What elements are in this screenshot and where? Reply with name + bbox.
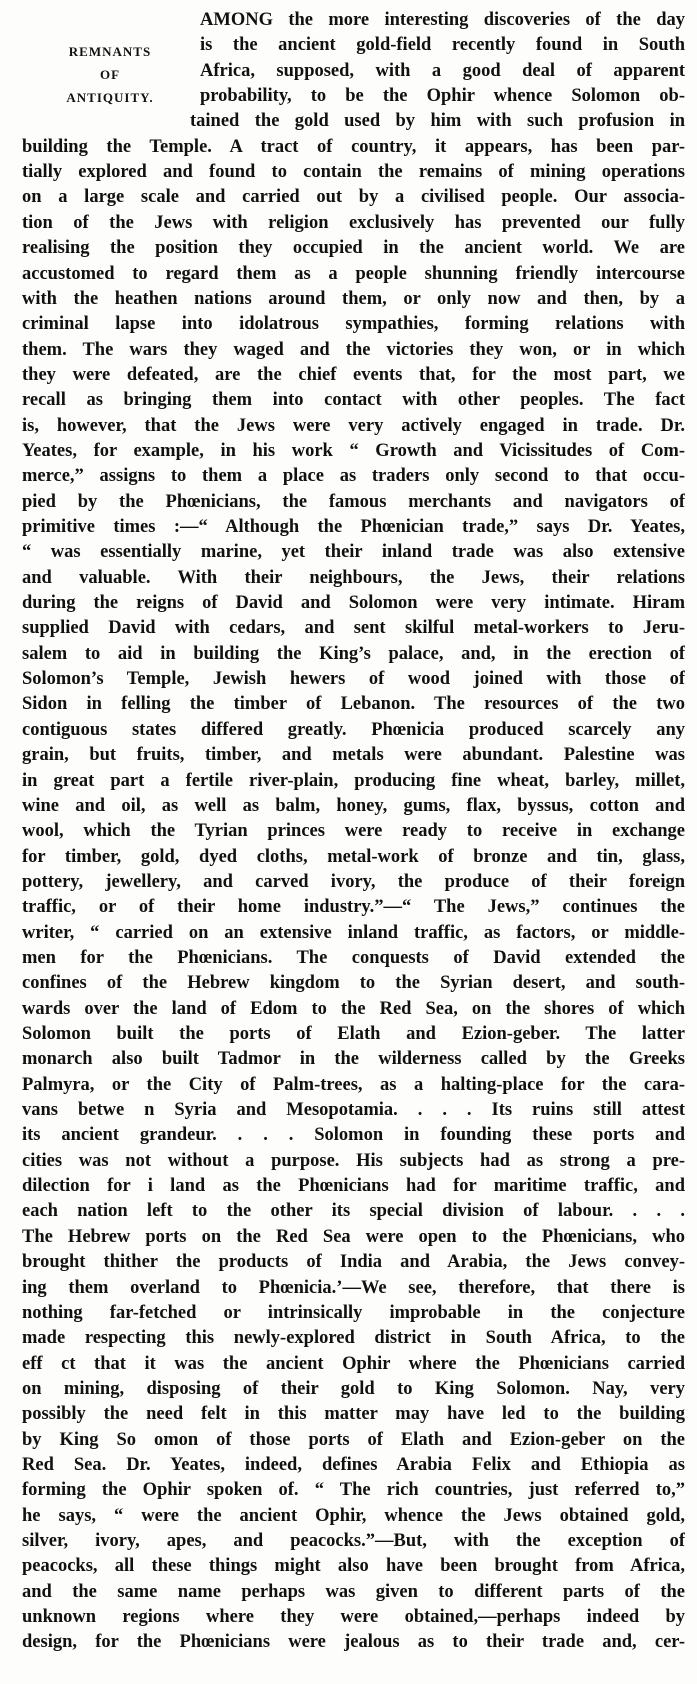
article-line: probability, to be the Ophir whence Solomon ob- (200, 86, 685, 107)
article-line: merce,” assigns to them a place as traders only second to that occu- (22, 466, 685, 487)
article-line: tially explored and found to contain the remains of mining operations (22, 162, 685, 183)
heading-line-3: ANTIQUITY. (66, 90, 154, 105)
article-line: The Hebrew ports on the Red Sea were open to the Phœnicians, who (22, 1226, 685, 1247)
article-line: contiguous states differed greatly. Phœnicia produced scarcely any (22, 719, 685, 740)
article-line: for timber, gold, dyed cloths, metal-work of bronze and tin, glass, (22, 846, 685, 867)
article-line: Yeates, for example, in his work “ Growth and Vicissitudes of Com- (22, 440, 685, 461)
article-line: ing them overland to Phœnicia.’—We see, therefore, that there is (22, 1277, 685, 1298)
article-line: tion of the Jews with religion exclusively has prevented our fully (22, 212, 685, 233)
article-line: traffic, or of their home industry.”—“ The Jews,” continues the (22, 897, 685, 918)
article-line: Solomon’s Temple, Jewish hewers of wood joined with those of (22, 669, 685, 690)
article-line: monarch also built Tadmor in the wilderness called by the Greeks (22, 1049, 685, 1070)
article-line: Solomon built the ports of Elath and Ezion-geber. The latter (22, 1024, 685, 1044)
article-line: eff ct that it was the ancient Ophir where the Phœnicians carried (22, 1353, 685, 1374)
article-line: grain, but fruits, timber, and metals were abundant. Palestine was (22, 745, 685, 766)
article-line: wool, which the Tyrian princes were ready to receive in exchange (22, 821, 685, 842)
article-line: nothing far-fetched or intrinsically improbable in the conjecture (22, 1302, 685, 1323)
article-line: silver, ivory, apes, and peacocks.”—But, with the exception of (22, 1531, 685, 1551)
article-line: on mining, disposing of their gold to King Solomon. Nay, very (22, 1378, 685, 1399)
article-line: Red Sea. Dr. Yeates, indeed, defines Arabia Felix and Ethiopia as (22, 1454, 685, 1475)
article-line: wine and oil, as well as balm, honey, gums, flax, byssus, cotton and (22, 795, 685, 816)
article-line: made respecting this newly-explored district in South Africa, to the (22, 1328, 685, 1349)
article-line: accustomed to regard them as a people shunning friendly intercourse (22, 263, 685, 284)
article-line: pottery, jewellery, and carved ivory, the produce of their foreign (22, 871, 685, 892)
article-line: with the heathen nations around them, or only now and then, by a (22, 288, 685, 309)
article-line: vans betwe n Syria and Mesopotamia. . . . Its ruins still attest (22, 1100, 685, 1121)
article-line: unknown regions where they were obtained,—perhaps indeed by (22, 1607, 685, 1628)
article-line: realising the position they occupied in the ancient world. We are (22, 238, 685, 259)
article-line: he says, “ were the ancient Ophir, whence the Jews obtained gold, (22, 1505, 685, 1526)
article-line: Sidon in felling the timber of Lebanon. The resources of the two (22, 694, 685, 715)
article-line: primitive times :—“ Although the Phœnician trade,” says Dr. Yeates, (22, 517, 685, 537)
article-line: Africa, supposed, with a good deal of apparent (200, 60, 685, 81)
article-line: “ was essentially marine, yet their inland trade was also extensive (22, 542, 685, 563)
article-line: by King So omon of those ports of Elath and Ezion-geber on the (22, 1429, 685, 1450)
article-line: forming the Ophir spoken of. “ The rich countries, just referred to,” (22, 1480, 685, 1501)
article-line: in great part a fertile river-plain, producing fine wheat, barley, millet, (22, 770, 685, 791)
article-line: wards over the land of Edom to the Red Sea, on the shores of which (22, 998, 685, 1019)
article-line: design, for the Phœnicians were jealous as to their trade and, cer- (22, 1632, 685, 1653)
article-line: dilection for i land as the Phœnicians had for maritime traffic, and (22, 1176, 685, 1197)
article-line: each nation left to the other its special division of labour. . . . (22, 1201, 685, 1222)
article-line: and the same name perhaps was given to different parts of the (22, 1581, 685, 1602)
article-line: salem to aid in building the King’s palace, and, in the erection of (22, 643, 685, 664)
article-line: Palmyra, or the City of Palm-trees, as a halting-place for the cara- (22, 1074, 685, 1095)
article-line: writer, “ carried on an extensive inland traffic, as factors, or middle- (22, 922, 685, 943)
heading-line-1: REMNANTS (68, 44, 152, 59)
article-line: is the ancient gold-field recently found in South (200, 35, 685, 56)
article-line: possibly the need felt in this matter may have led to the building (22, 1404, 685, 1425)
article-line: recall as bringing them into contact with other peoples. The fact (22, 390, 685, 411)
article-line: men for the Phœnicians. The conquests of David extended the (22, 947, 685, 968)
article-line: supplied David with cedars, and sent skilful metal-workers to Jeru- (22, 618, 685, 639)
heading-line-2: OF (99, 67, 121, 82)
article-line: on a large scale and carried out by a civilised people. Our associa- (22, 187, 685, 208)
article-line: and valuable. With their neighbours, the Jews, their relations (22, 567, 685, 588)
article-line: is, however, that the Jews were very actively engaged in trade. Dr. (22, 415, 685, 436)
article-line: them. The wars they waged and the victories they won, or in which (22, 339, 685, 360)
article-line: tained the gold used by him with such profusion in (190, 111, 685, 132)
article-line: confines of the Hebrew kingdom to the Syrian desert, and south- (22, 973, 685, 994)
article-line: its ancient grandeur. . . . Solomon in founding these ports and (22, 1125, 685, 1146)
article-line: pied by the Phœnicians, the famous merchants and navigators of (22, 491, 685, 512)
article-line: brought thither the products of India and Arabia, the Jews convey- (22, 1252, 685, 1273)
article-line: cities was not without a purpose. His subjects had as strong a pre- (22, 1150, 685, 1171)
article-line: building the Temple. A tract of country, it appears, has been par- (22, 136, 685, 157)
article-line: AMONG the more interesting discoveries of the day (200, 10, 685, 30)
article-line: they were defeated, are the chief events that, for the most part, we (22, 364, 685, 385)
article-line: during the reigns of David and Solomon were very intimate. Hiram (22, 593, 685, 614)
article-line: peacocks, all these things might also have been brought from Africa, (22, 1556, 685, 1577)
article-line: criminal lapse into idolatrous sympathies, forming relations with (22, 314, 685, 335)
